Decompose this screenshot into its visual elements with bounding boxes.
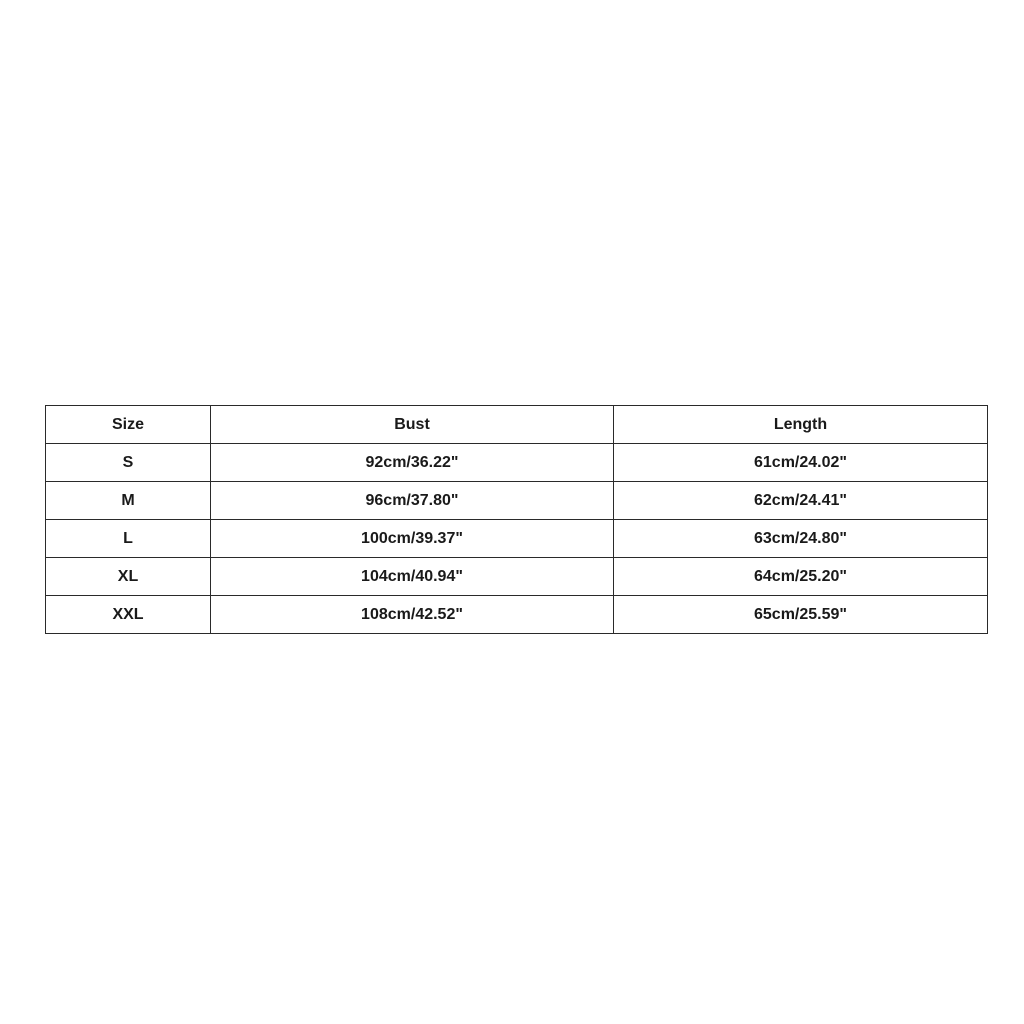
cell-bust: 100cm/39.37" [211, 520, 614, 558]
header-length: Length [614, 406, 988, 444]
cell-length: 64cm/25.20" [614, 558, 988, 596]
cell-length: 65cm/25.59" [614, 596, 988, 634]
table-row [46, 596, 988, 634]
header-size: Size [46, 406, 211, 444]
cell-bust: 96cm/37.80" [211, 482, 614, 520]
cell-length: 62cm/24.41" [614, 482, 988, 520]
header-row [46, 406, 988, 444]
cell-size: S [46, 444, 211, 482]
cell-size: XXL [46, 596, 211, 634]
cell-bust: 108cm/42.52" [211, 596, 614, 634]
header-bust: Bust [211, 406, 614, 444]
cell-bust: 92cm/36.22" [211, 444, 614, 482]
cell-size: M [46, 482, 211, 520]
table-row [46, 520, 988, 558]
cell-bust: 104cm/40.94" [211, 558, 614, 596]
table-row [46, 444, 988, 482]
size-table [45, 405, 988, 634]
cell-length: 61cm/24.02" [614, 444, 988, 482]
table-row [46, 482, 988, 520]
size-chart [45, 405, 987, 634]
cell-length: 63cm/24.80" [614, 520, 988, 558]
cell-size: L [46, 520, 211, 558]
cell-size: XL [46, 558, 211, 596]
table-row [46, 558, 988, 596]
